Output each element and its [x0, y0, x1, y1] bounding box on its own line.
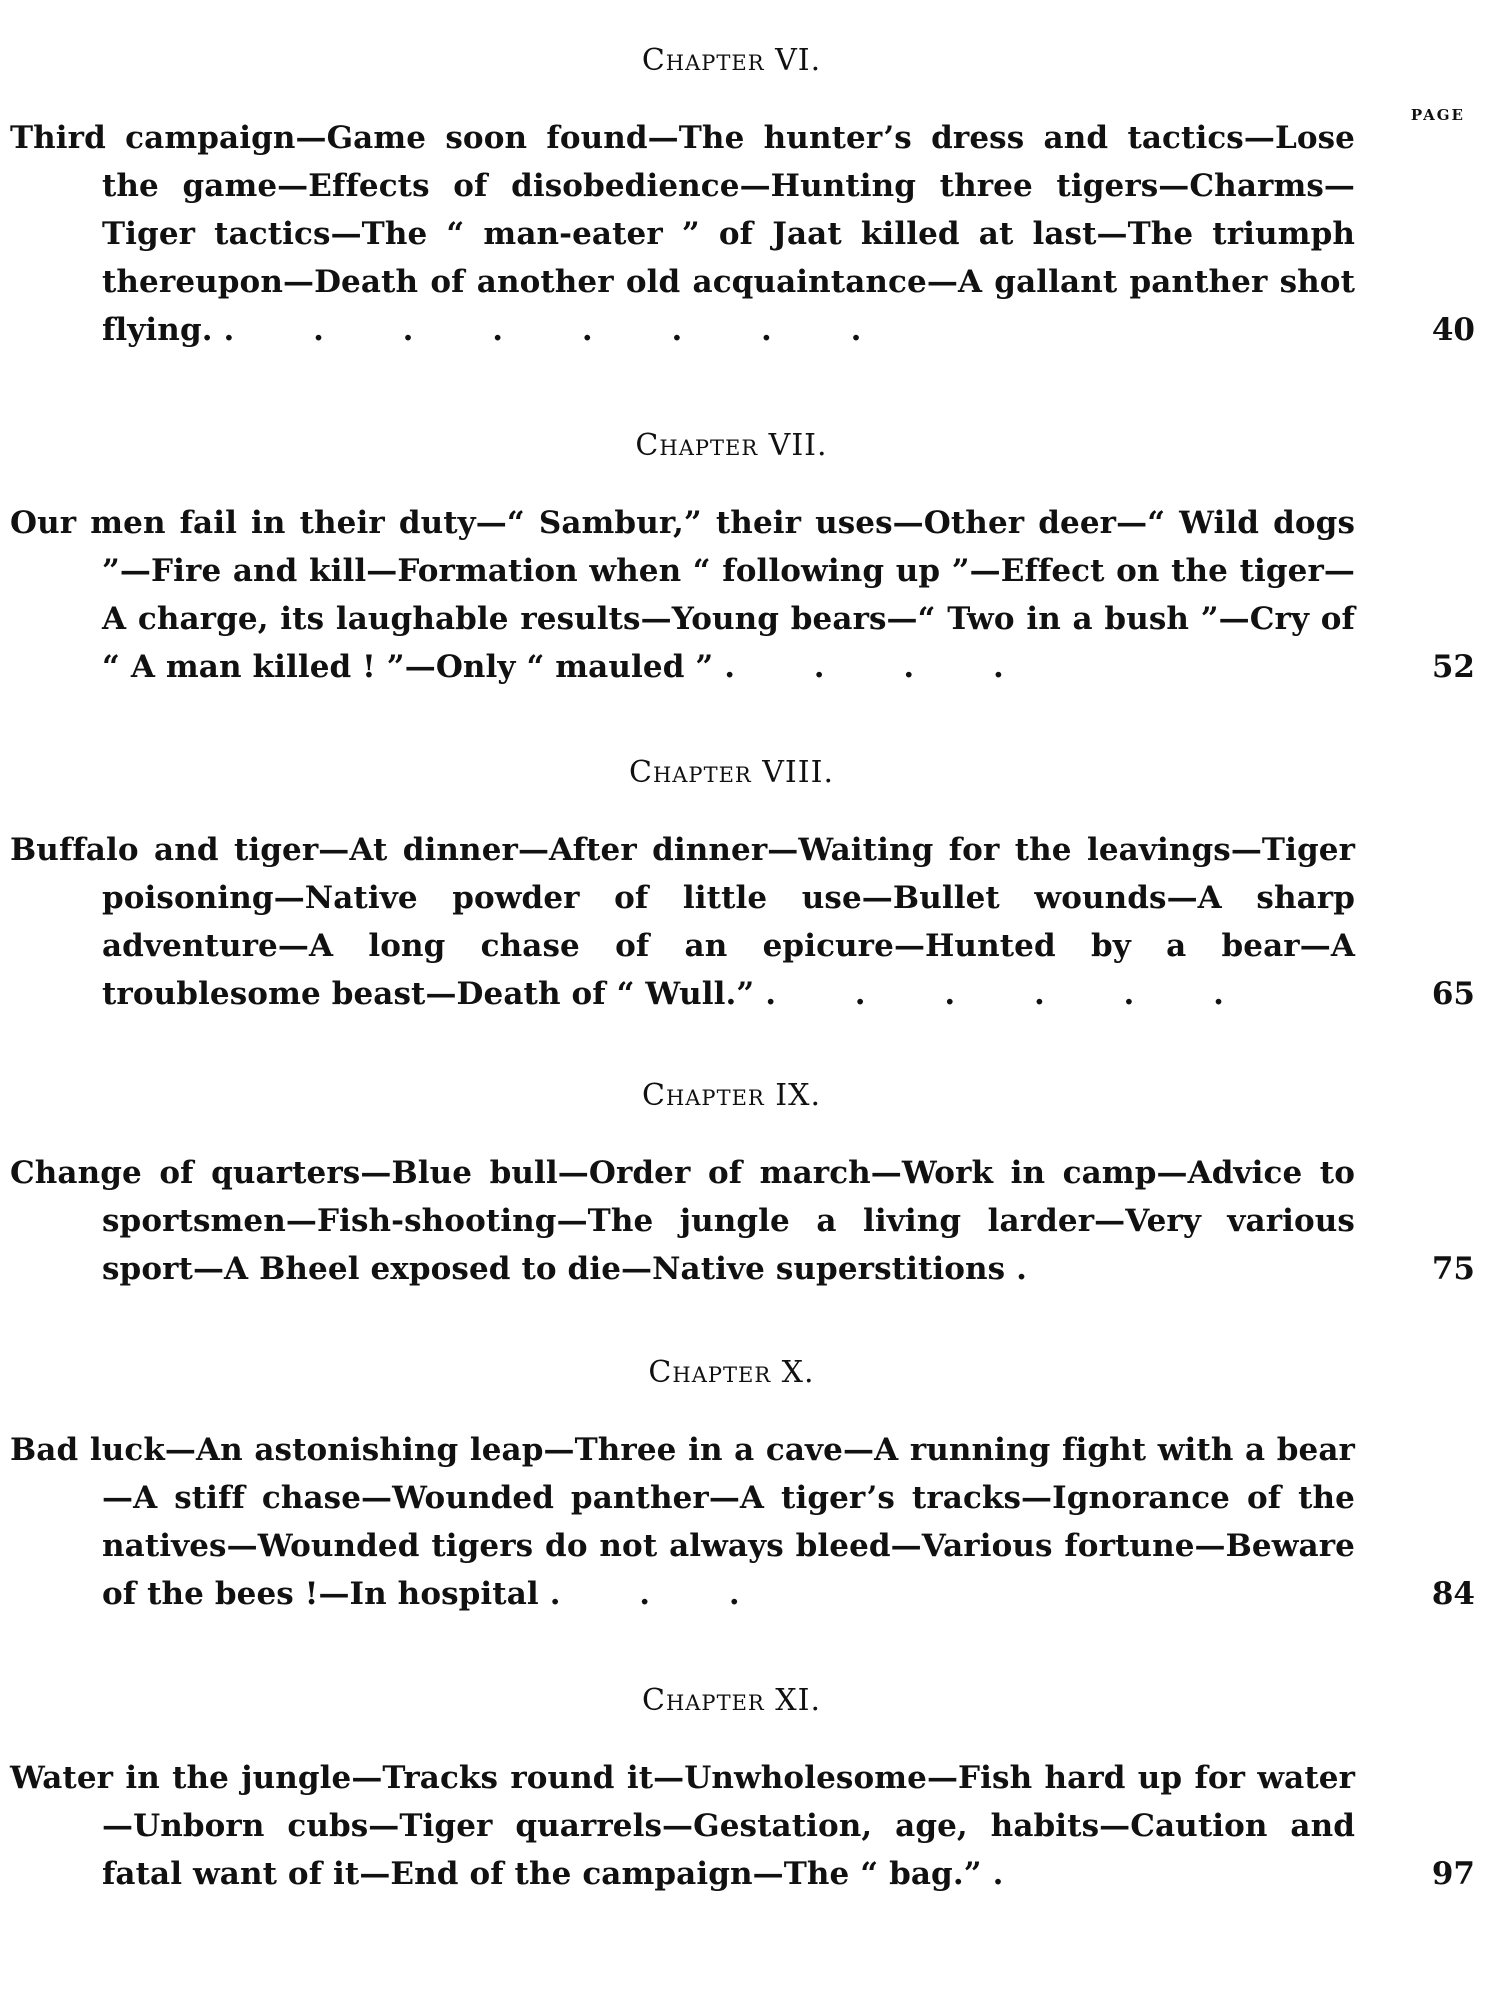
summary-text: Buffalo and tiger—At dinner—After dinner—Waiting for the leavings—Tiger poisoning—Native powder of little use—Bullet wounds—A sharp adventure—A long chase of an epicure—Hunted by a bear—A troublesome beast—Death of “ Wull.”: [10, 832, 1355, 1012]
chapter-x-section: [10, 1352, 1475, 1618]
contents-entry: [10, 499, 1475, 691]
chapter-heading: Chapter VI.: [641, 43, 822, 78]
contents-entry: [10, 114, 1475, 354]
chapter-summary: [10, 1149, 1355, 1293]
chapter-vii-section: [10, 425, 1475, 691]
contents-entry: [10, 826, 1475, 1018]
chapter-ix-section: [10, 1075, 1475, 1293]
page-number: 97: [1431, 1856, 1475, 1892]
chapter-xi-section: [10, 1680, 1475, 1898]
dot-leader: .: [992, 1856, 1038, 1892]
dot-leader: . . . . . . . .: [223, 312, 896, 348]
page-number: 84: [1431, 1576, 1475, 1612]
summary-text: Change of quarters—Blue bull—Order of march—Work in camp—Advice to sportsmen—Fish-shooting—The jungle a living larder—Very various sport—A Bheel exposed to die—Native superstitions: [10, 1155, 1355, 1287]
chapter-heading: Chapter VII.: [635, 428, 828, 463]
dot-leader: . . . . . .: [765, 976, 1258, 1012]
dot-leader: . . .: [549, 1576, 774, 1612]
summary-text: Bad luck—An astonishing leap—Three in a cave—A running fight with a bear—A stiff chase—Wounded panther—A tiger’s tracks—Ignorance of the natives—Wounded tigers do not always bleed—Various fortune—Beware of the bees !—In hospital: [10, 1432, 1355, 1612]
dot-leader: . . . .: [724, 649, 1038, 685]
chapter-heading: Chapter VIII.: [629, 755, 834, 790]
chapter-heading: Chapter XI.: [642, 1683, 821, 1718]
chapter-heading: Chapter IX.: [642, 1078, 821, 1113]
page-number: 65: [1431, 976, 1475, 1012]
chapter-vi-section: [10, 40, 1475, 354]
summary-text: Water in the jungle—Tracks round it—Unwholesome—Fish hard up for water—Unborn cubs—Tiger quarrels—Gestation, age, habits—Caution and fatal want of it—End of the campaign—The “ bag.”: [10, 1760, 1355, 1892]
dot-leader: .: [1016, 1251, 1061, 1287]
page-column-label: PAGE: [1410, 106, 1465, 124]
contents-entry: [10, 1426, 1475, 1618]
chapter-summary: [10, 1754, 1355, 1898]
chapter-heading: Chapter X.: [648, 1355, 815, 1390]
chapter-summary: [10, 826, 1355, 1018]
chapter-viii-section: [10, 752, 1475, 1018]
summary-text: Third campaign—Game soon found—The hunter’s dress and tactics—Lose the game—Effects of disobedience—Hunting three tigers—Charms—Tiger tactics—The “ man-eater ” of Jaat killed at last—The triumph thereupon—Death of another old acquaintance—A gallant panther shot flying.: [10, 120, 1355, 348]
contents-entry: [10, 1149, 1475, 1293]
summary-text: Our men fail in their duty—“ Sambur,” their uses—Other deer—“ Wild dogs ”—Fire and kill—Formation when “ following up ”—Effect on the tiger—A charge, its laughable results—Young bears—“ Two in a bush ”—Cry of “ A man killed ! ”—Only “ mauled ”: [10, 505, 1355, 685]
page-number: 75: [1431, 1251, 1475, 1287]
page-number: 40: [1431, 312, 1475, 348]
chapter-summary: [10, 114, 1355, 354]
contents-entry: [10, 1754, 1475, 1898]
chapter-summary: [10, 1426, 1355, 1618]
page-number: 52: [1431, 649, 1475, 685]
chapter-summary: [10, 499, 1355, 691]
